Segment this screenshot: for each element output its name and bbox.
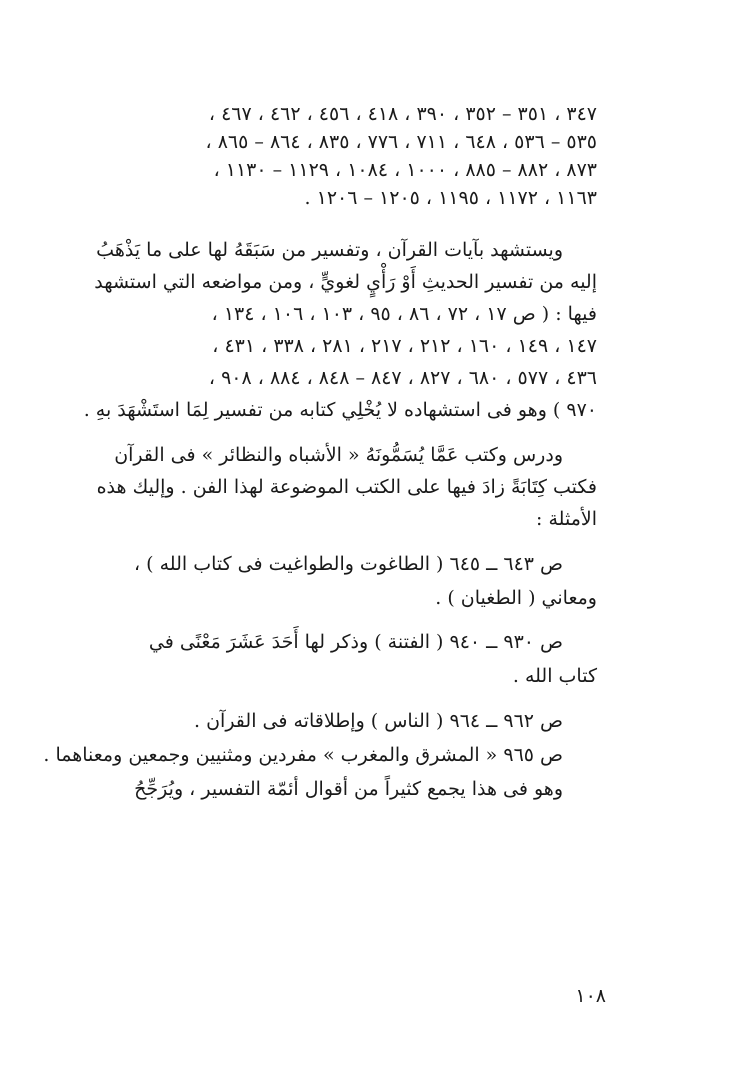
example-line: ص ٩٦٥ « المشرق والمغرب » مفردين ومثنيين وجمعين ومعناهما .: [43, 744, 563, 766]
paragraph-line: ودرس وكتب عَمَّا يُسَمُّونَهُ « الأشباه والنظائر » فى القرآن: [114, 444, 563, 466]
paragraph-line: ويستشهد بآيات القرآن ، وتفسير من سَبَقَهُ لها على ما يَذْهَبُ: [96, 239, 563, 261]
paragraph-line: إليه من تفسير الحديثِ أَوْ رَأْيٍ لغويٍّ ، ومن مواضعه التي استشهد: [94, 271, 597, 293]
closing-paragraph: [110, 772, 597, 806]
paragraph-line: ١٤٧ ، ١٤٩ ، ١٦٠ ، ٢١٢ ، ٢١٧ ، ٢٨١ ، ٣٣٨ ، ٤٣١ ،: [212, 335, 597, 357]
example-nas: [110, 704, 597, 738]
paragraph-line: ٤٣٦ ، ٥٧٧ ، ٦٨٠ ، ٨٢٧ ، ٨٤٧ – ٨٤٨ ، ٨٨٤ ، ٩٠٨ ،: [208, 367, 597, 389]
example-line: كتاب الله .: [512, 665, 597, 687]
example-line: ومعاني ( الطغيان ) .: [435, 587, 597, 609]
reference-line: ٥٣٥ – ٥٣٦ ، ٦٤٨ ، ٧١١ ، ٧٧٦ ، ٨٣٥ ، ٨٦٤ – ٨٦٥ ،: [205, 131, 597, 153]
example-line: ص ٩٣٠ ــ ٩٤٠ ( الفتنة ) وذكر لها أَحَدَ عَشَرَ مَعْنًى في: [148, 631, 563, 653]
example-line: ص ٩٦٢ ــ ٩٦٤ ( الناس ) وإطلاقاته فى القرآن .: [194, 710, 563, 732]
page-body: [43, 100, 597, 806]
paragraph-line: ٩٧٠ ) وهو فى استشهاده لا يُخْلِي كتابه من تفسير لِمَا استَشْهَدَ بهِ .: [83, 399, 597, 421]
reference-line: ٨٧٣ ، ٨٨٢ – ٨٨٥ ، ١٠٠٠ ، ١٠٨٤ ، ١١٢٩ – ١١٣٠ ،: [213, 159, 597, 181]
reference-line: ٣٤٧ ، ٣٥١ – ٣٥٢ ، ٣٩٠ ، ٤١٨ ، ٤٥٦ ، ٤٦٢ ، ٤٦٧ ،: [208, 103, 597, 125]
paragraph-line: فكتب كِتَابَةً زادَ فيها على الكتب الموضوعة لهذا الفن . وإليك هذه: [96, 476, 597, 498]
closing-line: وهو فى هذا يجمع كثيراً من أقوال أئمّة التفسير ، ويُرَجِّحُ: [134, 778, 563, 800]
example-fitna: [110, 625, 597, 693]
page-number: ١٠٨: [575, 985, 606, 1007]
paragraph-line: الأمثلة :: [536, 508, 597, 530]
reference-line: ١١٦٣ ، ١١٧٢ ، ١١٩٥ ، ١٢٠٥ – ١٢٠٦ .: [304, 187, 597, 209]
paragraph-quran-citations: [83, 234, 597, 426]
paragraph-ashbah-nazair: [96, 439, 597, 535]
example-taghut: [110, 547, 597, 615]
reference-list: [110, 100, 597, 212]
example-line: ص ٦٤٣ ــ ٦٤٥ ( الطاغوت والطواغيت فى كتاب الله ) ،: [133, 553, 563, 575]
paragraph-line: فيها : ( ص ١٧ ، ٧٢ ، ٨٦ ، ٩٥ ، ١٠٣ ، ١٠٦ ، ١٣٤ ،: [211, 303, 597, 325]
example-mashriq: [43, 738, 597, 772]
